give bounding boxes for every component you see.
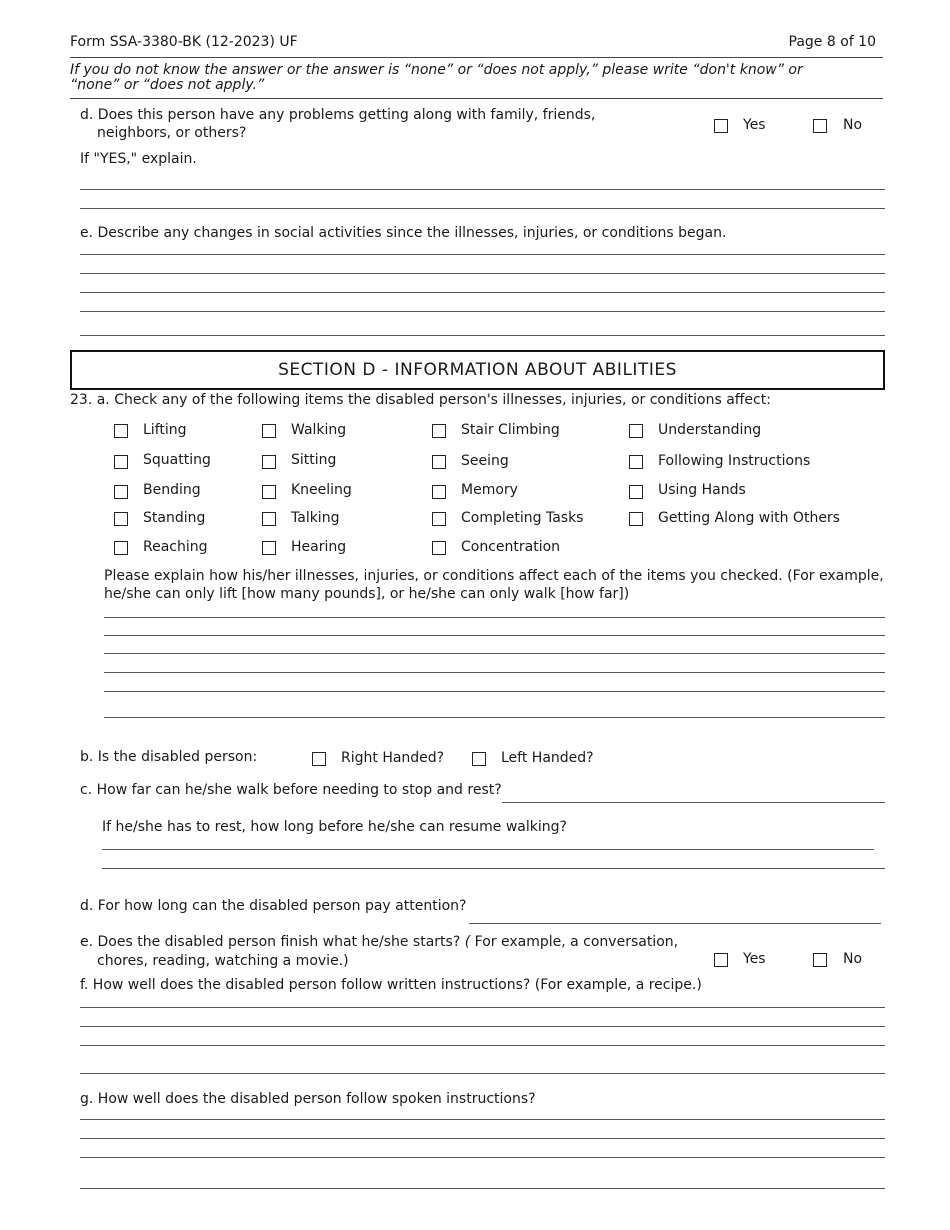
q23c-question: c. How far can he/she walk before needing to stop and rest? bbox=[80, 782, 502, 798]
section-d-header bbox=[70, 350, 885, 390]
q23f-answer-line[interactable] bbox=[80, 1007, 885, 1008]
q23c-answer-line[interactable] bbox=[502, 802, 885, 803]
q22d-question-line2: neighbors, or others? bbox=[97, 125, 247, 141]
instruction-line-1: If you do not know the answer or the answer is “none” or “does not apply,” please write “don't know” or bbox=[70, 62, 803, 78]
instruction-divider bbox=[70, 98, 883, 99]
right-handed-label: Right Handed? bbox=[341, 750, 445, 766]
concentration-checkbox[interactable] bbox=[432, 541, 446, 555]
talking-label: Talking bbox=[291, 510, 340, 526]
lifting-checkbox[interactable] bbox=[114, 424, 128, 438]
seeing-checkbox[interactable] bbox=[432, 455, 446, 469]
form-id: Form SSA-3380-BK (12-2023) UF bbox=[70, 34, 298, 50]
q22d-yes-label: Yes bbox=[743, 117, 766, 133]
squatting-checkbox[interactable] bbox=[114, 455, 128, 469]
kneeling-label: Kneeling bbox=[291, 482, 352, 498]
q23a-answer-line[interactable] bbox=[104, 617, 885, 618]
q22e-answer-line[interactable] bbox=[80, 273, 885, 274]
q22e-answer-line[interactable] bbox=[80, 292, 885, 293]
memory-label: Memory bbox=[461, 482, 518, 498]
lifting-label: Lifting bbox=[143, 422, 187, 438]
q22d-no-checkbox[interactable] bbox=[813, 119, 827, 133]
left-handed-label: Left Handed? bbox=[501, 750, 594, 766]
q23a-answer-line[interactable] bbox=[104, 672, 885, 673]
q23g-answer-line[interactable] bbox=[80, 1157, 885, 1158]
stair-climbing-checkbox[interactable] bbox=[432, 424, 446, 438]
q23e-no-label: No bbox=[843, 951, 863, 967]
q23g-question: g. How well does the disabled person follow spoken instructions? bbox=[80, 1091, 536, 1107]
walking-label: Walking bbox=[291, 422, 347, 438]
q23b-question: b. Is the disabled person: bbox=[80, 749, 258, 765]
instruction-line-2: “none” or “does not apply.” bbox=[70, 77, 265, 93]
q22d-answer-line[interactable] bbox=[80, 208, 885, 209]
q23f-answer-line[interactable] bbox=[80, 1026, 885, 1027]
q23a-explain-line2: he/she can only lift [how many pounds], or he/she can only walk [how far]) bbox=[104, 586, 630, 602]
q23d-answer-line[interactable] bbox=[469, 923, 881, 924]
q23e-no-checkbox[interactable] bbox=[813, 953, 827, 967]
concentration-label: Concentration bbox=[461, 539, 561, 555]
q22e-answer-line[interactable] bbox=[80, 335, 885, 336]
q23f-question: f. How well does the disabled person follow written instructions? (For example, a recipe.) bbox=[80, 977, 702, 993]
q23g-answer-line[interactable] bbox=[80, 1138, 885, 1139]
using-hands-checkbox[interactable] bbox=[629, 485, 643, 499]
bending-label: Bending bbox=[143, 482, 201, 498]
kneeling-checkbox[interactable] bbox=[262, 485, 276, 499]
stair-climbing-label: Stair Climbing bbox=[461, 422, 560, 438]
sitting-label: Sitting bbox=[291, 452, 337, 468]
section-d-title: SECTION D - INFORMATION ABOUT ABILITIES bbox=[278, 360, 677, 380]
q23c-rest-answer-line[interactable] bbox=[102, 868, 885, 869]
q23e-question-text: e. Does the disabled person finish what he/she starts? bbox=[80, 934, 461, 950]
right-handed-checkbox[interactable] bbox=[312, 752, 326, 766]
q23c-rest-question: If he/she has to rest, how long before he/she can resume walking? bbox=[102, 819, 567, 835]
standing-label: Standing bbox=[143, 510, 206, 526]
q23a-explain-line1: Please explain how his/her illnesses, injuries, or conditions affect each of the items you checked. (For example, bbox=[104, 568, 884, 584]
q23c-rest-answer-line[interactable] bbox=[102, 849, 874, 850]
q22d-question-line1: d. Does this person have any problems getting along with family, friends, bbox=[80, 107, 596, 123]
q22e-answer-line[interactable] bbox=[80, 254, 885, 255]
q23e-example: For example, a conversation, bbox=[474, 934, 679, 950]
q23a-answer-line[interactable] bbox=[104, 653, 885, 654]
q22e-answer-line[interactable] bbox=[80, 311, 885, 312]
understanding-checkbox[interactable] bbox=[629, 424, 643, 438]
sitting-checkbox[interactable] bbox=[262, 455, 276, 469]
q23e-yes-checkbox[interactable] bbox=[714, 953, 728, 967]
standing-checkbox[interactable] bbox=[114, 512, 128, 526]
q23e-open-paren: ( bbox=[464, 934, 471, 950]
completing-tasks-checkbox[interactable] bbox=[432, 512, 446, 526]
seeing-label: Seeing bbox=[461, 453, 509, 469]
left-handed-checkbox[interactable] bbox=[472, 752, 486, 766]
q23f-answer-line[interactable] bbox=[80, 1045, 885, 1046]
squatting-label: Squatting bbox=[143, 452, 211, 468]
q22d-no-label: No bbox=[843, 117, 863, 133]
getting-along-checkbox[interactable] bbox=[629, 512, 643, 526]
q23f-answer-line[interactable] bbox=[80, 1073, 885, 1074]
following-instructions-label: Following Instructions bbox=[658, 453, 811, 469]
walking-checkbox[interactable] bbox=[262, 424, 276, 438]
q23e-yes-label: Yes bbox=[743, 951, 766, 967]
q22d-answer-line[interactable] bbox=[80, 189, 885, 190]
q23e-question-line2: chores, reading, watching a movie.) bbox=[97, 953, 349, 969]
following-instructions-checkbox[interactable] bbox=[629, 455, 643, 469]
understanding-label: Understanding bbox=[658, 422, 762, 438]
hearing-checkbox[interactable] bbox=[262, 541, 276, 555]
memory-checkbox[interactable] bbox=[432, 485, 446, 499]
q23a-answer-line[interactable] bbox=[104, 635, 885, 636]
q23e-question-line1 bbox=[80, 933, 678, 951]
q22d-yes-checkbox[interactable] bbox=[714, 119, 728, 133]
q23a-answer-line[interactable] bbox=[104, 717, 885, 718]
q23g-answer-line[interactable] bbox=[80, 1119, 885, 1120]
q23a-question: 23. a. Check any of the following items the disabled person's illnesses, injuries, or conditions affect: bbox=[70, 392, 771, 408]
header-divider bbox=[70, 57, 883, 58]
q23g-answer-line[interactable] bbox=[80, 1188, 885, 1189]
q22e-question: e. Describe any changes in social activities since the illnesses, injuries, or conditions began. bbox=[80, 225, 727, 241]
q23d-question: d. For how long can the disabled person pay attention? bbox=[80, 898, 467, 914]
getting-along-label: Getting Along with Others bbox=[658, 510, 840, 526]
q23a-answer-line[interactable] bbox=[104, 691, 885, 692]
bending-checkbox[interactable] bbox=[114, 485, 128, 499]
talking-checkbox[interactable] bbox=[262, 512, 276, 526]
completing-tasks-label: Completing Tasks bbox=[461, 510, 584, 526]
reaching-checkbox[interactable] bbox=[114, 541, 128, 555]
hearing-label: Hearing bbox=[291, 539, 347, 555]
page-number: Page 8 of 10 bbox=[788, 34, 876, 50]
q22d-explain-label: If "YES," explain. bbox=[80, 151, 197, 167]
reaching-label: Reaching bbox=[143, 539, 208, 555]
using-hands-label: Using Hands bbox=[658, 482, 746, 498]
